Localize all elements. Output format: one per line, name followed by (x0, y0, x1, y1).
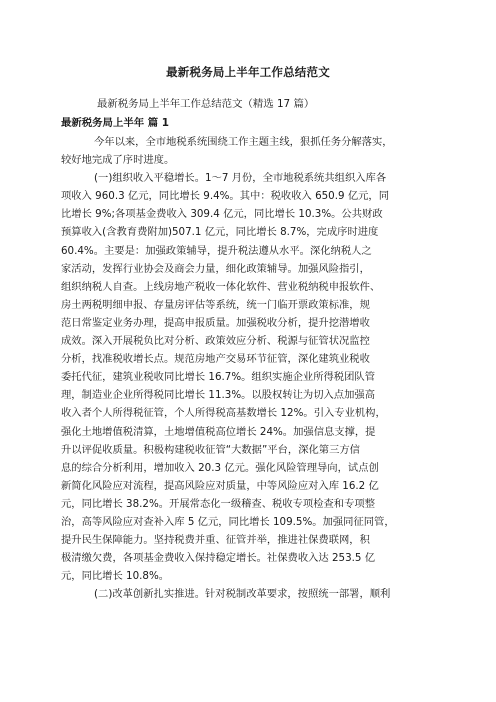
body-line: 比增长 9%;各项基金费收入 309.4 亿元，同比增长 10.3%。公共财政 (61, 208, 383, 221)
body-line: 家活动，发挥行业协会及商会力量，细化政策辅导。加强风险指引， (61, 262, 370, 275)
body-line: 成效。深入开展税负比对分析、政策效应分析、税源与征管状况监控 (61, 335, 370, 348)
body-line: 分析，找准税收增长点。规范房地产交易环节征管，深化建筑业税收 (61, 353, 370, 366)
body-line: 升以评促收质量。积极构建税收征管“大数据”平台，深化第三方信 (61, 443, 360, 456)
body-line: 元，同比增长 38.2%。开展常态化一级稽查、税收专项检查和专项整 (61, 497, 375, 510)
body-line: 理，制造业企业所得税同比增长 11.3%。以股权转让为切入点加强高 (61, 389, 375, 402)
body-line: 较好地完成了序时进度。 (61, 154, 175, 167)
body-line: 提升民生保障能力。坚持税费并重、征管并举，推进社保费联网，积 (61, 534, 370, 547)
body-text (61, 133, 441, 603)
body-line: 委托代征，建筑业税收同比增长 16.7%。组织实施企业所得税团队管 (61, 371, 375, 384)
section-heading: 最新税务局上半年 篇 1 (61, 117, 169, 129)
body-line: (一)组织收入平稳增长。1～7 月份，全市地税系统共组织入库各 (94, 172, 387, 185)
body-line: 强化土地增值税清算，土地增值税高位增长 24%。加强信息支撑，提 (61, 425, 376, 438)
body-line: 元，同比增长 10.8%。 (61, 570, 170, 583)
body-line: 组织纳税人自查。上线房地产税收一体化软件、营业税纳税申报软件、 (61, 280, 381, 293)
body-line: 收入者个人所得税征管，个人所得税高基数增长 12%。引入专业机构， (61, 407, 386, 420)
body-line: 范日常鉴定业务办理，提高申报质量。加强税收分析，提升挖潜增收 (61, 316, 370, 329)
body-line: 极清缴欠费，各项基金费收入保持稳定增长。社保费收入达 253.5 亿 (61, 552, 376, 565)
document-subtitle: 最新税务局上半年工作总结范文（精选 17 篇） (97, 98, 315, 110)
body-line: 治，高等风险应对查补入库 5 亿元，同比增长 109.5%。加强同征同管， (61, 515, 395, 528)
body-line: 房土两税明细申报、存量房评估等系统，统一门临开票政策标准，规 (61, 298, 370, 311)
body-line: 60.4%。主要是：加强政策辅导，提升税法遵从水平。深化纳税人之 (61, 244, 372, 257)
body-line: 项收入 960.3 亿元，同比增长 9.4%。其中：税收收入 650.9 亿元，同 (61, 190, 390, 203)
body-line: 预算收入(含教育费附加)507.1 亿元，同比增长 8.7%，完成序时进度 (61, 226, 379, 239)
body-line: 息的综合分析利用，增加收入 20.3 亿元。强化风险管理导向，试点创 (61, 461, 379, 474)
document-title: 最新税务局上半年工作总结范文 (166, 65, 330, 79)
body-line: 新简化风险应对流程，提高风险应对质量，中等风险应对入库 16.2 亿 (61, 479, 379, 492)
body-line: 今年以来，全市地税系统围绕工作主题主线，狠抓任务分解落实， (94, 136, 393, 148)
body-line: (二)改革创新扎实推进。针对税制改革要求，按照统一部署，顺利 (94, 588, 391, 601)
